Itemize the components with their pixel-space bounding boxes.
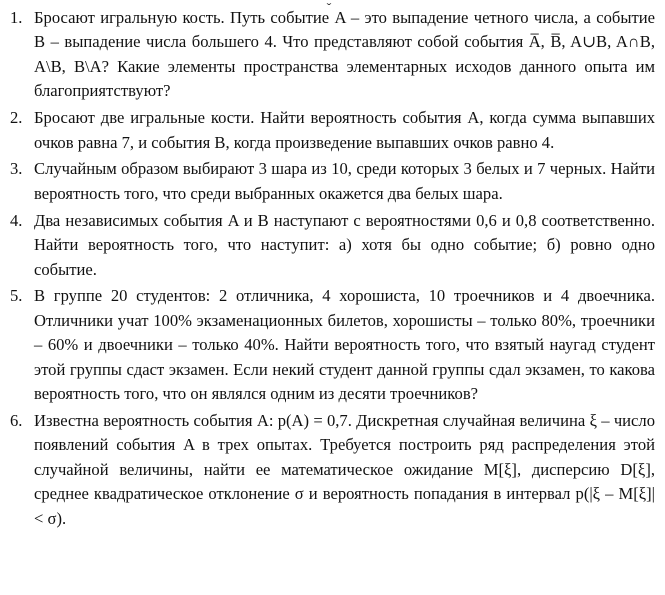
problem-number: 1. [10,8,23,27]
problem-text: Два независимых события A и B наступают с вероятностями 0,6 и 0,8 соответственно. Найти вероятность того, что наступит: а) хотя бы одно событие; б) ровно одно событие. [34,210,655,279]
problem-number: 6. [10,411,23,430]
problem-text: Бросают игральную кость. Путь событие A – это выпадение четного числа, а событие B – выпадение числа большего 4. Что представляют собой события A̅, B̅, A∪B, A∩B, A\B, B\A? Какие элементы пространства элементарных исходов данного опыта им благоприятствуют? [34,8,655,101]
problem-item [10,157,655,206]
problem-text: Случайным образом выбирают 3 шара из 10, среди которых 3 белых и 7 черных. Найти вероятность того, что среди выбранных окажется два белых шара. [34,159,655,203]
problem-text: В группе 20 студентов: 2 отличника, 4 хорошиста, 10 троечников и 4 двоечника. Отличники учат 100% экзаменационных билетов, хорошисты – только 80%, троечники – 60% и двоечники – только 40%. Найти вероятность того, что взятый наугад студент этой группы сдаст экзамен. Если некий студент данной группы сдал экзамен, то какова вероятность того, что он являлся одним из десяти троечников? [34,286,655,404]
problem-item [10,409,655,531]
problem-item [10,209,655,282]
problem-number: 4. [10,210,23,230]
problem-number: 3. [10,159,23,179]
problem-number: 5. [10,286,23,306]
problem-item [10,106,655,155]
problem-text: Бросают две игральные кости. Найти вероятность события A, когда сумма выпавших очков равна 7, и события B, когда произведение выпавших очков равно 4. [34,108,655,152]
problem-number: 2. [10,108,23,128]
page-top-mark [324,0,334,4]
problem-item [10,6,655,104]
problem-list [10,6,655,534]
problem-item [10,284,655,406]
problem-text: Известна вероятность события A: p(A) = 0,7. Дискретная случайная величина ξ – число появлений события A в трех опытах. Требуется построить ряд распределения этой случайной величины, найти ее математическое ожидание M[ξ], дисперсию D[ξ], среднее квадратическое отклонение σ и вероятность попадания в интервал p(|ξ – M[ξ]| < σ). [34,411,655,528]
